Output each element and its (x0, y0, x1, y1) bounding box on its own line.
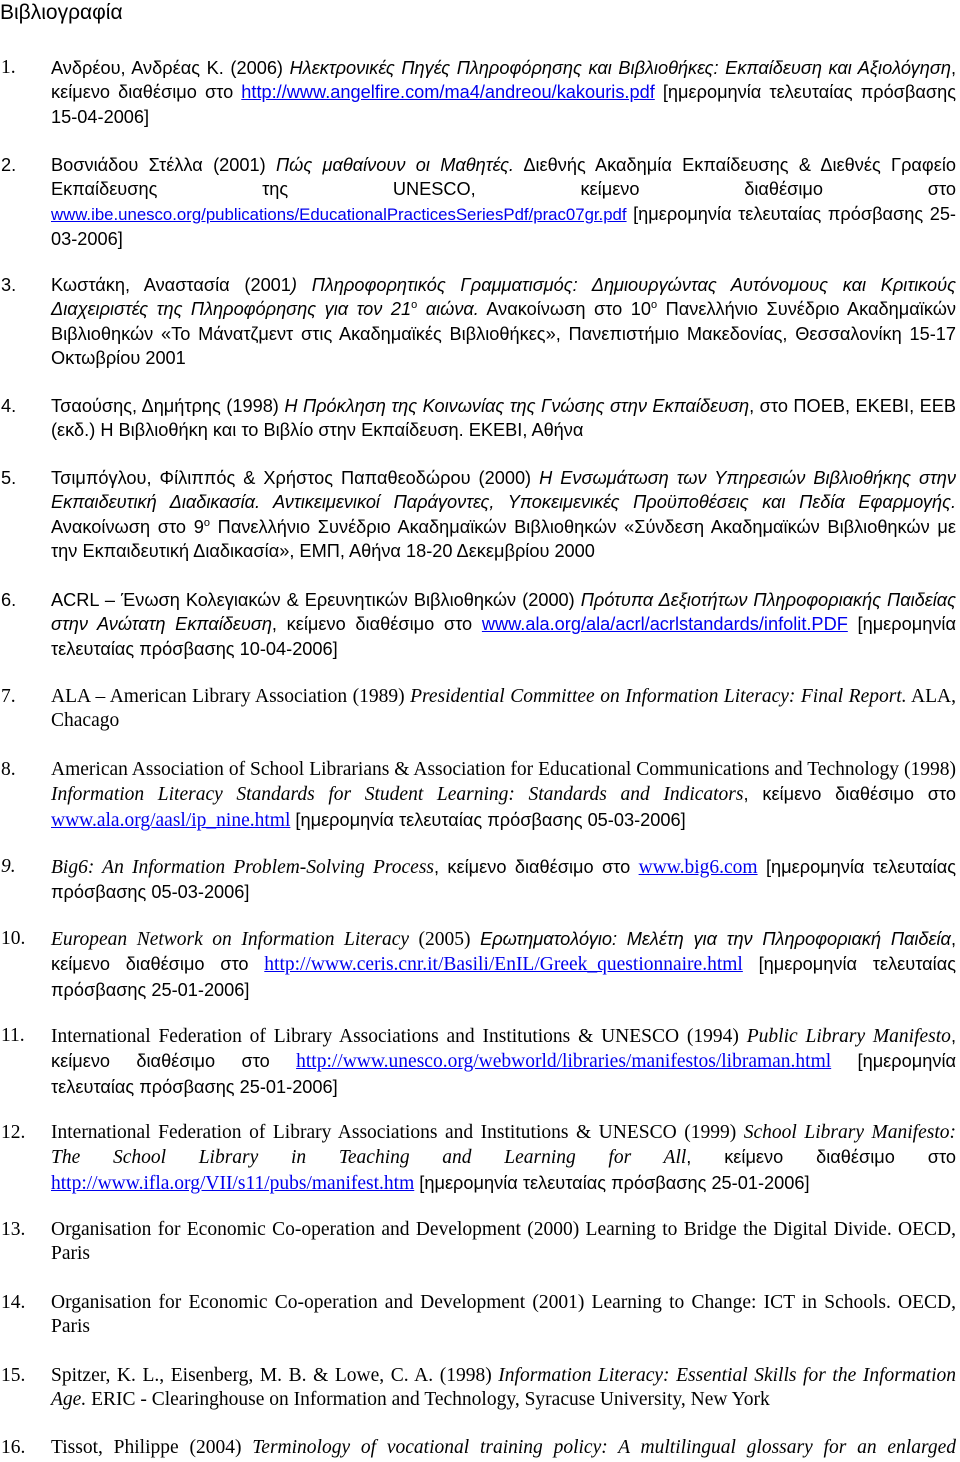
reference-item (0, 1121, 956, 1196)
reference-number: 11. (1, 1025, 25, 1046)
reference-text: European Network on Information Literacy (2005) Ερωτηματολόγιο: Μελέτη για την Πληροφοριακή Παιδεία, κείμενο διαθέσιμο στο http://www.ceris.cnr.it/Basili/EnIL/Greek_questionnaire.html [ημερομηνία τελευταίας πρόσβασης 25-01-2006] (51, 929, 956, 1000)
reference-text: International Federation of Library Associations and Institutions & UNESCO (1994) Public Library Manifesto, κείμενο διαθέσιμο στο http://www.unesco.org/webworld/libraries/manifestos/libraman.html [ημερομηνία τελευταίας πρόσβασης 25-01-2006] (51, 1026, 956, 1097)
reference-item (0, 927, 956, 1003)
reference-text: Organisation for Economic Co-operation and Development (2001) Learning to Change: ICT in Schools. OECD, Paris (51, 1292, 956, 1338)
reference-text: Tissot, Philippe (2004) Terminology of vocational training policy: A multilingual glossary for an enlarged (51, 1437, 956, 1458)
reference-link[interactable]: www.ala.org/aasl/ip_nine.html (51, 809, 291, 831)
reference-text: Κωστάκη, Αναστασία (2001) Πληροφορητικός Γραμματισμός: Δημιουργώντας Αυτόνομους και Κριτικούς Διαχειριστές της Πληροφόρησης για τον $21^o$ αιώνα. Ανακοίνωση στο $10^o$ Πανελλήνιο Συνέδριο Ακαδημαϊκών Βιβλιοθηκών «Το Μάνατζμεντ στις Ακαδημαϊκές Βιβλιοθήκες», Πανεπιστήμιο Μακεδονίας, Θεσσαλονίκη 15-17 Οκτωβρίου 2001 (51, 275, 956, 369)
reference-item (0, 56, 956, 129)
reference-number: 5. (1, 468, 17, 488)
reference-text: ACRL – Ένωση Κολεγιακών & Ερευνητικών Βιβλιοθηκών (2000) Πρότυπα Δεξιοτήτων Πληροφοριακής Παιδείας στην Ανώτατη Εκπαίδευση, κείμενο διαθέσιμο στο www.ala.org/ala/acrl/acrlstandards/infolit.PDF [ημερομηνία τελευταίας πρόσβασης 10-04-2006] (51, 590, 956, 659)
page-title: Βιβλιογραφία (0, 1, 123, 24)
reference-item (0, 1436, 956, 1460)
reference-item (0, 273, 956, 371)
reference-item (0, 466, 956, 564)
reference-number: 10. (1, 928, 26, 949)
reference-link[interactable]: www.ala.org/ala/acrl/acrlstandards/infolit.PDF (481, 614, 848, 635)
reference-number: 4. (1, 396, 17, 416)
reference-text: Big6: An Information Problem-Solving Process, κείμενο διαθέσιμο στο www.big6.com [ημερομηνία τελευταίας πρόσβασης 05-03-2006] (51, 857, 956, 903)
reference-number: 3. (1, 275, 17, 295)
reference-link[interactable]: www.ibe.unesco.org/publications/EducationalPracticesSeriesPdf/prac07gr.pdf (51, 204, 627, 224)
reference-text: Spitzer, K. L., Eisenberg, M. B. & Lowe, C. A. (1998) Information Literacy: Essential Skills for the Information Age. ERIC - Clearinghouse on Information and Technology, Syracuse University, New York (51, 1365, 956, 1411)
reference-text: International Federation of Library Associations and Institutions & UNESCO (1999) School Library Manifesto: The School Library in Teaching and Learning for All, κείμενο διαθέσιμο στο http://www.ifla.org/VII/s11/pubs/manifest.htm [ημερομηνία τελευταίας πρόσβασης 25-01-2006] (51, 1122, 956, 1194)
reference-number: 1. (1, 57, 16, 78)
reference-text: ALA – American Library Association (1989) Presidential Committee on Information Literacy: Final Report. ALA, Chacago (51, 686, 956, 732)
reference-item (0, 588, 956, 661)
reference-number: 9. (1, 856, 16, 877)
reference-item (0, 758, 956, 833)
reference-text: Ανδρέου, Ανδρέας Κ. (2006) Ηλεκτρονικές Πηγές Πληροφόρησης και Βιβλιοθήκες: Εκπαίδευση και Αξιολόγηση, κείμενο διαθέσιμο στο http://www.angelfire.com/ma4/andreou/kakouris.pdf [ημερομηνία τελευταίας πρόσβασης 15-04-2006] (51, 58, 956, 127)
reference-link[interactable]: http://www.unesco.org/webworld/libraries/manifestos/libraman.html (296, 1051, 832, 1073)
reference-number: 14. (1, 1292, 26, 1313)
reference-number: 2. (1, 155, 17, 175)
reference-text: Βοσνιάδου Στέλλα (2001) Πώς μαθαίνουν οι Μαθητές. Διεθνής Ακαδημία Εκπαίδευσης & Διεθνές Γραφείο Εκπαίδευσης της UNESCO, κείμενο διαθέσιμο στο www.ibe.unesco.org/publications/EducationalPracticesSeriesPdf/prac07gr.pdf [ημερομηνία τελευταίας πρόσβασης 25-03-2006] (51, 155, 956, 250)
reference-number: 16. (1, 1437, 26, 1458)
reference-link[interactable]: http://www.angelfire.com/ma4/andreou/kakouris.pdf (241, 82, 655, 103)
reference-text: Τσαούσης, Δημήτρης (1998) Η Πρόκληση της Κοινωνίας της Γνώσης στην Εκπαίδευση, στο ΠΟΕΒ, ΕΚΕΒΙ, ΕΕΒ (εκδ.) Η Βιβλιοθήκη και το Βιβλίο στην Εκπαίδευση. ΕΚΕΒΙ, Αθήνα (51, 396, 956, 441)
reference-item (0, 1291, 956, 1340)
reference-text: Τσιμπόγλου, Φίλιππός & Χρήστος Παπαθεοδώρου (2000) Η Ενσωμάτωση των Υπηρεσιών Βιβλιοθήκης στην Εκπαιδευτική Διαδικασία. Αντικειμενικοί Παράγοντες, Υποκειμενικές Προϋποθέσεις και Πεδία Εφαρμογής. Ανακοίνωση στο $9^o$ Πανελλήνιο Συνέδριο Ακαδημαϊκών Βιβλιοθηκών «Σύνδεση Ακαδημαϊκών Βιβλιοθηκών με την Εκπαιδευτική Διαδικασία», ΕΜΠ, Αθήνα 18-20 Δεκεμβρίου 2000 (51, 468, 956, 562)
reference-link[interactable]: www.big6.com (638, 857, 758, 878)
reference-text: Organisation for Economic Co-operation and Development (2000) Learning to Bridge the Digital Divide. OECD, Paris (51, 1219, 956, 1265)
reference-item (0, 394, 956, 443)
reference-item (0, 685, 956, 734)
reference-item (0, 1024, 956, 1100)
reference-number: 6. (1, 590, 17, 610)
reference-item (0, 1218, 956, 1267)
reference-item (0, 153, 956, 252)
reference-link[interactable]: http://www.ifla.org/VII/s11/pubs/manifest.htm (51, 1172, 415, 1194)
reference-item (0, 855, 956, 906)
reference-number: 15. (1, 1365, 26, 1386)
reference-item (0, 1364, 956, 1413)
reference-number: 7. (1, 686, 16, 707)
reference-link[interactable]: http://www.ceris.cnr.it/Basili/EnIL/Greek_questionnaire.html (264, 954, 743, 976)
reference-number: 13. (1, 1219, 26, 1240)
reference-text: American Association of School Librarians & Association for Educational Communications and Technology (1998) Information Literacy Standards for Student Learning: Standards and Indicators, κείμενο διαθέσιμο στο www.ala.org/aasl/ip_nine.html [ημερομηνία τελευταίας πρόσβασης 05-03-2006] (51, 759, 957, 831)
reference-number: 12. (1, 1122, 26, 1143)
reference-number: 8. (1, 759, 16, 780)
